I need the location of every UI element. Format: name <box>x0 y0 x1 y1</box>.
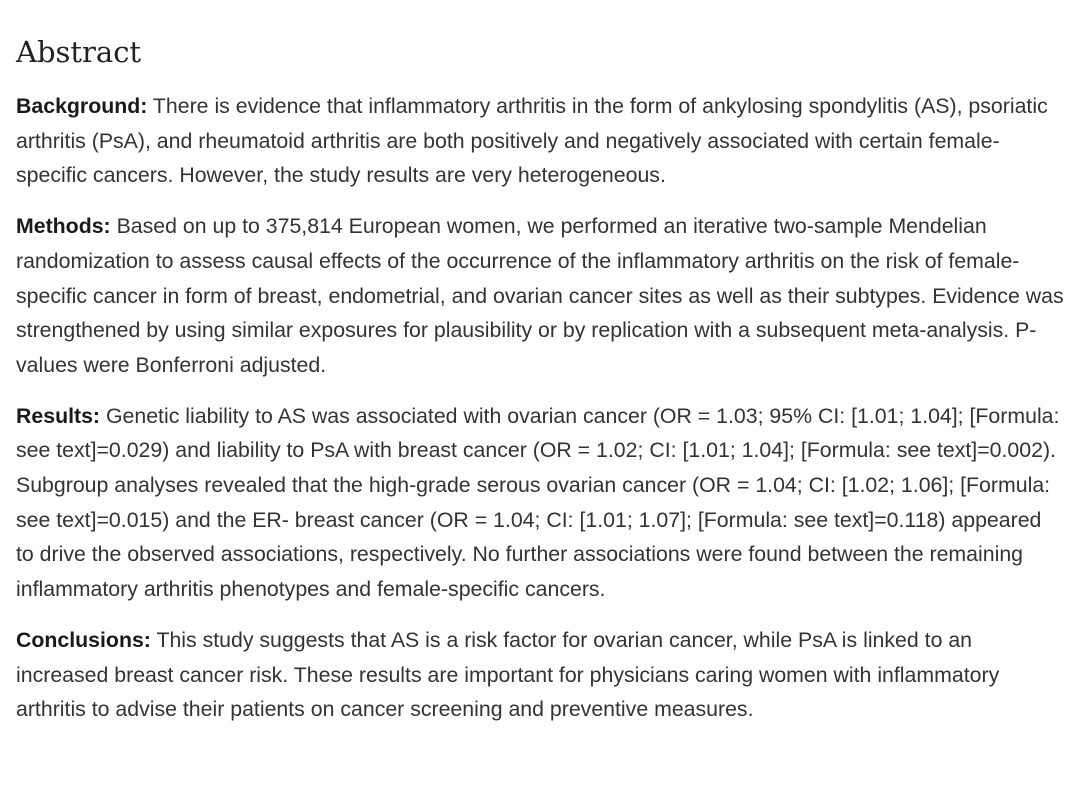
results-label: Results: <box>16 403 101 428</box>
background-label: Background: <box>16 94 148 118</box>
results-text: Genetic liability to AS was associated with ovarian cancer (OR = 1.03; 95% CI: [1.01; 1.04]; [Formula: see text]=0.029) and liability to PsA with breast cancer (OR = 1.02; CI: [1.01; 1.04]; [Formula: see text]=0.002). Subgroup analyses revealed that the high-grade serous ovarian cancer (OR = 1.04; CI: [1.02; 1.06]; [Formula: see text]=0.015) and the ER- breast cancer (OR = 1.04; CI: [1.01; 1.07]; [Formula: see text]=0.118) appeared to drive the observed associations, respectively. No further associations were found between the remaining inflammatory arthritis phenotypes and female-specific cancers. <box>16 403 1060 602</box>
background-text: There is evidence that inflammatory arthritis in the form of ankylosing spondylitis (AS), psoriatic arthritis (PsA), and rheumatoid arthritis are both positively and negatively associated with certain female-specific cancers. However, the study results are very heterogeneous. <box>16 94 1048 188</box>
conclusions-section <box>16 623 1064 727</box>
results-section <box>16 399 1064 607</box>
methods-label: Methods: <box>16 214 111 239</box>
abstract-title: Abstract <box>16 35 142 69</box>
methods-text: Based on up to 375,814 European women, we performed an iterative two-sample Mendelian randomization to assess causal effects of the occurrence of the inflammatory arthritis on the risk of female-specific cancer in form of breast, endometrial, and ovarian cancer sites as well as their subtypes. Evidence was strengthened by using similar exposures for plausibility or by replication with a subsequent meta-analysis. P-values were Bonferroni adjusted. <box>16 214 1064 377</box>
abstract <box>16 30 1064 743</box>
conclusions-text: This study suggests that AS is a risk factor for ovarian cancer, while PsA is linked to an increased breast cancer risk. These results are important for physicians caring women with inflammatory arthritis to advise their patients on cancer screening and preventive measures. <box>16 627 1000 722</box>
background-section <box>16 89 1064 193</box>
conclusions-label: Conclusions: <box>16 627 151 652</box>
methods-section <box>16 209 1064 383</box>
